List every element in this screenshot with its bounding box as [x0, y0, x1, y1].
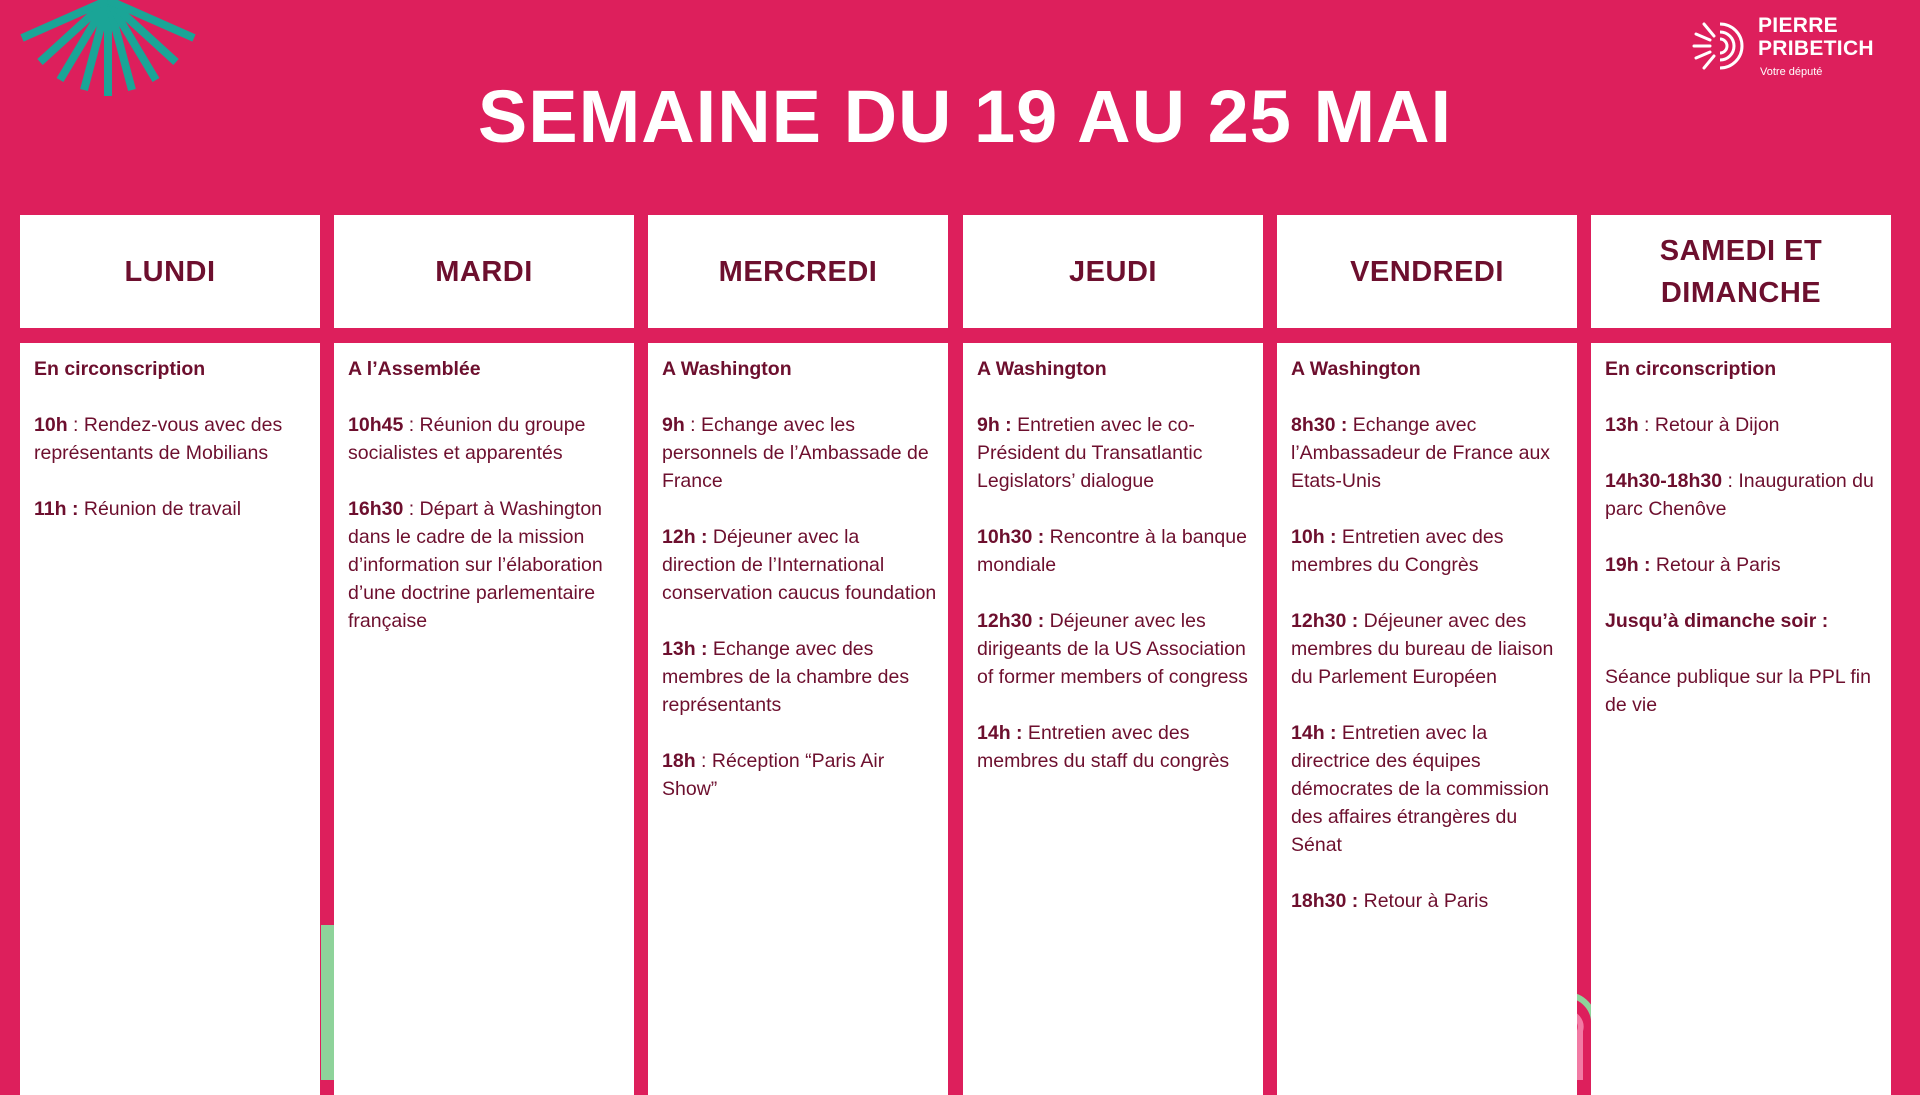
schedule-text: : Retour à Dijon	[1638, 414, 1780, 436]
day-schedule	[20, 343, 320, 1095]
schedule-time: 12h30 :	[1291, 610, 1359, 632]
schedule-time: 14h :	[1291, 722, 1337, 744]
day-location: A Washington	[977, 358, 1107, 380]
schedule-item	[1291, 523, 1567, 579]
schedule-text: Retour à Paris	[1358, 890, 1489, 912]
schedule-text: Réunion de travail	[78, 498, 242, 520]
schedule-text: Echange avec des membres de la chambre des représentants	[662, 638, 910, 716]
day-location: En circonscription	[1605, 358, 1777, 380]
day-column	[1277, 215, 1577, 912]
day-schedule	[648, 343, 948, 1095]
schedule-time: 12h :	[662, 526, 708, 548]
schedule-text: Déjeuner avec les dirigeants de la US Association of former members of congress	[977, 610, 1248, 688]
schedule-time: 14h30-18h30	[1605, 470, 1723, 492]
schedule-time: 10h30 :	[977, 526, 1045, 548]
schedule-time: 8h30 :	[1291, 414, 1348, 436]
day-column	[648, 215, 948, 800]
logo-subtitle: Votre député	[1760, 66, 1823, 78]
schedule-text: Rencontre à la banque mondiale	[977, 526, 1247, 576]
schedule-item	[662, 747, 938, 803]
schedule-item	[34, 411, 310, 467]
day-schedule	[1591, 343, 1891, 1095]
day-location: A Washington	[1291, 358, 1421, 380]
schedule-time: 14h :	[977, 722, 1023, 744]
schedule-text: Déjeuner avec des membres du bureau de liaison du Parlement Européen	[1291, 610, 1554, 688]
day-header: VENDREDI	[1277, 215, 1577, 328]
schedule-text: Echange avec l’Ambassadeur de France aux Etats-Unis	[1291, 414, 1551, 492]
day-header: SAMEDI ET DIMANCHE	[1591, 215, 1891, 328]
schedule-time: 13h	[1605, 414, 1639, 436]
green-stripe-decoration	[321, 925, 335, 1080]
day-location: A l’Assemblée	[348, 358, 481, 380]
schedule-time: 10h45	[348, 414, 404, 436]
day-column	[334, 215, 634, 632]
schedule-item	[1605, 551, 1881, 579]
schedule-time: 10h	[34, 414, 68, 436]
day-header: MARDI	[334, 215, 634, 328]
schedule-text: Entretien avec des membres du staff du congrès	[977, 722, 1230, 772]
schedule-item	[34, 495, 310, 523]
day-location: A Washington	[662, 358, 792, 380]
schedule-item	[1291, 719, 1567, 859]
schedule-text: : Echange avec les personnels de l’Ambassade de France	[662, 414, 929, 492]
day-column	[20, 215, 320, 520]
schedule-text: : Départ à Washington dans le cadre de la mission d’information sur l’élaboration d’une doctrine parlementaire française	[348, 498, 603, 632]
schedule-item	[977, 607, 1253, 691]
schedule-item	[348, 411, 624, 467]
day-header: JEUDI	[963, 215, 1263, 328]
schedule-time: 12h30 :	[977, 610, 1045, 632]
schedule-item	[977, 719, 1253, 775]
day-location: En circonscription	[34, 358, 206, 380]
schedule-text: : Rendez-vous avec des représentants de Mobilians	[34, 414, 283, 464]
schedule-text: : Inauguration du parc Chenôve	[1605, 470, 1874, 520]
schedule-time: 9h :	[977, 414, 1012, 436]
schedule-item	[662, 411, 938, 495]
logo-name-line1: PIERRE	[1758, 14, 1838, 37]
schedule-text: Entretien avec la directrice des équipes démocrates de la commission des affaires étrangères du Sénat	[1291, 722, 1549, 856]
schedule-item	[1605, 467, 1881, 523]
schedule-text: : Réception “Paris Air Show”	[662, 750, 885, 800]
schedule-item	[1291, 607, 1567, 691]
schedule-text: Entretien avec le co-Président du Transatlantic Legislators’ dialogue	[977, 414, 1203, 492]
day-schedule	[963, 343, 1263, 1095]
schedule-time: Jusqu’à dimanche soir :	[1605, 610, 1829, 632]
day-column	[963, 215, 1263, 772]
schedule-item	[977, 411, 1253, 495]
schedule-time: 9h	[662, 414, 685, 436]
day-schedule	[334, 343, 634, 1095]
schedule-item	[662, 635, 938, 719]
schedule-time: 18h30 :	[1291, 890, 1359, 912]
logo-name	[1758, 14, 1874, 60]
schedule-item	[662, 523, 938, 607]
schedule-text: Déjeuner avec la direction de l’International conservation caucus foundation	[662, 526, 937, 604]
day-header: LUNDI	[20, 215, 320, 328]
schedule-time: 19h :	[1605, 554, 1651, 576]
schedule-item	[1605, 607, 1881, 635]
schedule-item	[1291, 411, 1567, 495]
schedule-time: 16h30	[348, 498, 404, 520]
schedule-item	[977, 523, 1253, 579]
day-column	[1591, 215, 1891, 716]
schedule-text: Entretien avec des membres du Congrès	[1291, 526, 1504, 576]
schedule-text: Séance publique sur la PPL fin de vie	[1605, 666, 1871, 716]
schedule-item	[1605, 411, 1881, 439]
day-header: MERCREDI	[648, 215, 948, 328]
schedule-time: 11h :	[34, 498, 79, 520]
schedule-text: : Réunion du groupe socialistes et apparentés	[348, 414, 586, 464]
page-title: SEMAINE DU 19 AU 25 MAI	[477, 75, 1453, 158]
logo-swirl-icon	[1690, 16, 1750, 76]
schedule-text: Retour à Paris	[1650, 554, 1781, 576]
logo-name-line2: PRIBETICH	[1758, 37, 1874, 60]
schedule-item	[1291, 887, 1567, 915]
schedule-item	[348, 495, 624, 635]
schedule-item	[1605, 663, 1881, 719]
schedule-time: 10h :	[1291, 526, 1337, 548]
day-schedule	[1277, 343, 1577, 1095]
schedule-time: 18h	[662, 750, 696, 772]
schedule-time: 13h :	[662, 638, 708, 660]
